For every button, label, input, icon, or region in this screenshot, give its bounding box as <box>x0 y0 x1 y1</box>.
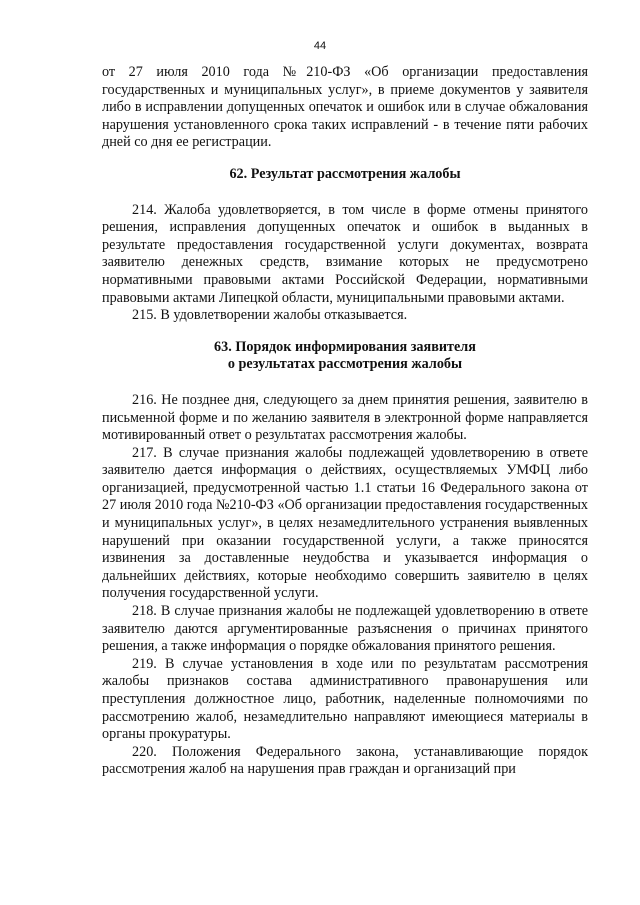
paragraph-217: 217. В случае признания жалобы подлежащей удовлетворению в ответе заявителю дается информация о действиях, осуществляемых УМФЦ либо организацией, предусмотренной частью 1.1 статьи 16 Федерального закона от 27 июля 2010 года №210-ФЗ «Об организации предоставления государственных и муниципальных услуг», в целях незамедлительного устранения выявленных нарушений при оказании государственной услуги, а также приносятся извинения за доставленные неудобства и указывается информация о дальнейших действиях, которые необходимо совершить заявителю в целях получения государственной услуги. <box>102 444 588 602</box>
paragraph-214: 214. Жалоба удовлетворяется, в том числе в форме отмены принятого решения, исправления допущенных опечаток и ошибок в выданных в результате предоставления государственной услуги документах, возврата заявителю денежных средств, взимание которых не предусмотрено нормативными правовыми актами Российской Федерации, нормативными правовыми актами Липецкой области, муниципальными правовыми актами. <box>102 201 588 306</box>
section-heading-63-line1: 63. Порядок информирования заявителя <box>214 338 476 355</box>
paragraph-215: 215. В удовлетворении жалобы отказывается. <box>132 307 408 324</box>
section-heading-63-line2: о результатах рассмотрения жалобы <box>227 356 463 373</box>
page-number: 44 <box>313 40 327 52</box>
section-heading-62: 62. Результат рассмотрения жалобы <box>229 165 461 182</box>
paragraph-220: 220. Положения Федерального закона, устанавливающие порядок рассмотрения жалоб на нарушения прав граждан и организаций при <box>102 743 588 778</box>
page-content <box>102 64 588 779</box>
paragraph-continuation: от 27 июля 2010 года №210-ФЗ «Об организации предоставления государственных и муниципальных услуг», в приеме документов у заявителя либо в исправлении допущенных опечаток и ошибок или в случае обжалования нарушения установленного срока таких исправлений - в течение пяти рабочих дней со дня ее регистрации. <box>102 64 588 151</box>
section-heading-63 <box>102 339 588 374</box>
paragraph-219: 219. В случае установления в ходе или по результатам рассмотрения жалобы признаков состава административного правонарушения или преступления должностное лицо, работник, наделенные полномочиями по рассмотрению жалоб, незамедлительно направляют имеющиеся материалы в органы прокуратуры. <box>102 655 588 743</box>
paragraph-218: 218. В случае признания жалобы не подлежащей удовлетворению в ответе заявителю даются аргументированные разъяснения о причинах принятого решения, а также информация о порядке обжалования принятого решения. <box>102 603 588 655</box>
paragraph-216: 216. Не позднее дня, следующего за днем принятия решения, заявителю в письменной форме и по желанию заявителя в электронной форме направляется мотивированный ответ о результатах рассмотрения жалобы. <box>102 391 588 444</box>
